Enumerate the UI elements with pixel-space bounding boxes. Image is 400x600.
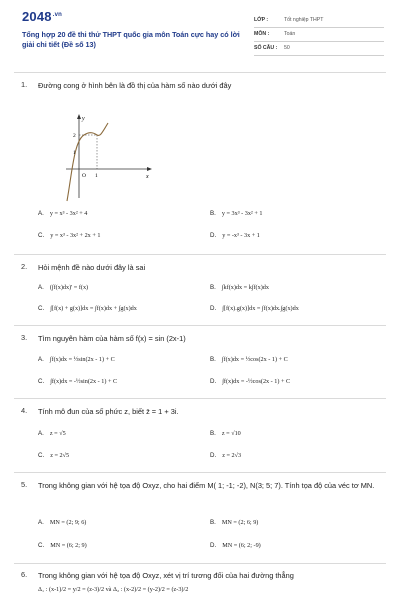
origin-label: O (82, 173, 86, 179)
divider (14, 398, 386, 399)
x-tick-label: 1 (95, 173, 98, 179)
option-text: z = 2√5 (50, 452, 70, 459)
logo-text: 2048 (22, 9, 52, 24)
x-axis-arrow-icon (147, 167, 152, 171)
y-tick-label: 1 (73, 150, 76, 156)
option-c[interactable] (38, 305, 137, 312)
question-extra: Δ₁ : (x-1)/2 = y/2 = (z-3)/2 và Δ₂ : (x-2)/2 = (y-2)/2 = (z-3)/2 (38, 586, 189, 593)
site-logo[interactable] (22, 9, 62, 24)
option-b[interactable] (210, 430, 241, 437)
option-c[interactable] (38, 542, 87, 549)
option-text: MN = (6; 2; -9) (222, 542, 261, 549)
option-text: ∫[f(x).g(x)]dx = ∫f(x)dx.∫g(x)dx (222, 305, 299, 312)
socau-value: 50 (284, 45, 290, 51)
question-number: 6. (21, 570, 28, 579)
option-label: A. (38, 210, 44, 217)
question-number: 5. (21, 480, 28, 489)
option-a[interactable] (38, 430, 66, 437)
option-text: ∫f(x)dx = ½sin(2x - 1) + C (49, 356, 115, 363)
option-b[interactable] (210, 210, 262, 217)
option-label: B. (210, 430, 216, 437)
option-text: y = -x³ - 3x + 1 (222, 232, 260, 239)
meta-table (254, 14, 384, 56)
question-text: Tính mô đun của số phức z, biết z̄ = 1 + 3i. (38, 407, 179, 416)
option-b[interactable] (210, 519, 258, 526)
option-d[interactable] (210, 452, 241, 459)
option-text: y = x³ - 3x² + 2x + 1 (50, 232, 101, 239)
option-c[interactable] (38, 232, 100, 239)
divider (14, 72, 386, 73)
option-label: D. (210, 452, 217, 459)
divider (14, 563, 386, 564)
option-a[interactable] (38, 284, 88, 291)
y-axis-arrow-icon (77, 114, 81, 119)
option-text: y = 3x³ - 3x² + 1 (221, 210, 263, 217)
option-b[interactable] (210, 284, 269, 291)
option-label: C. (38, 232, 45, 239)
option-d[interactable] (210, 305, 299, 312)
document-header (0, 0, 400, 68)
option-label: C. (38, 542, 45, 549)
option-a[interactable] (38, 519, 86, 526)
logo-suffix: .vn (52, 11, 63, 18)
question-text: Đường cong ở hình bên là đồ thị của hàm số nào dưới đây (38, 81, 232, 90)
lop-value: Tốt nghiệp THPT (284, 17, 324, 23)
question-number: 1. (21, 80, 28, 89)
option-text: ∫f(x)dx = ½cos(2x - 1) + C (221, 356, 288, 363)
option-a[interactable] (38, 210, 87, 217)
option-d[interactable] (210, 542, 261, 549)
option-label: A. (38, 284, 44, 291)
option-d[interactable] (210, 232, 260, 239)
option-text: ∫f(x)dx = -½cos(2x - 1) + C (222, 378, 291, 385)
question-number: 2. (21, 262, 28, 271)
x-axis-label: x (146, 174, 149, 180)
y-axis-label: y (82, 116, 85, 122)
option-a[interactable] (38, 356, 115, 363)
lop-label: LỚP : (254, 17, 269, 23)
meta-row-socau (254, 42, 384, 56)
option-label: D. (210, 232, 217, 239)
option-text: z = √5 (49, 430, 66, 437)
option-c[interactable] (38, 452, 69, 459)
question-number: 3. (21, 333, 28, 342)
option-d[interactable] (210, 378, 290, 385)
question-text: Tìm nguyên hàm của hàm số f(x) = sin (2x-1) (38, 334, 186, 343)
option-text: MN = (2; 6; 9) (221, 519, 259, 526)
option-text: (∫f(x)dx)' = f(x) (49, 284, 89, 291)
option-label: A. (38, 356, 44, 363)
question-text: Trong không gian với hệ tọa độ Oxyz, xét vị trí tương đối của hai đường thẳng (38, 571, 294, 580)
option-label: C. (38, 378, 45, 385)
question-text: Trong không gian với hệ tọa độ Oxyz, cho hai điểm M( 1; -1; -2), N(3; 5; 7). Tính tọa độ của véc tơ MN. (38, 481, 375, 490)
option-label: A. (38, 430, 44, 437)
option-label: D. (210, 378, 217, 385)
option-text: MN = (2; 9; 6) (49, 519, 87, 526)
option-c[interactable] (38, 378, 117, 385)
divider (14, 472, 386, 473)
meta-row-mon (254, 28, 384, 42)
meta-row-lop (254, 14, 384, 28)
option-label: B. (210, 519, 216, 526)
option-text: z = √10 (221, 430, 241, 437)
divider (14, 325, 386, 326)
option-label: C. (38, 305, 45, 312)
option-text: z = 2√3 (222, 452, 242, 459)
option-label: C. (38, 452, 45, 459)
question-text: Hỏi mệnh đề nào dưới đây là sai (38, 263, 146, 272)
document-title: Tổng hợp 20 đề thi thử THPT quốc gia môn Toán cực hay có lời giải chi tiết (Đề số 13) (22, 30, 240, 49)
option-label: A. (38, 519, 44, 526)
option-label: B. (210, 210, 216, 217)
option-b[interactable] (210, 356, 288, 363)
y-tick-label: 2 (73, 133, 76, 139)
option-label: D. (210, 305, 217, 312)
option-text: ∫[f(x) + g(x)]dx = ∫f(x)dx + ∫g(x)dx (50, 305, 137, 312)
option-label: B. (210, 284, 216, 291)
option-text: ∫kf(x)dx = k∫f(x)dx (221, 284, 269, 291)
option-text: y = x³ - 3x² + 4 (49, 210, 88, 217)
question-number: 4. (21, 406, 28, 415)
option-label: D. (210, 542, 217, 549)
option-label: B. (210, 356, 216, 363)
socau-label: SỐ CÂU : (254, 45, 278, 51)
option-text: MN = (6; 2; 9) (50, 542, 87, 549)
option-text: ∫f(x)dx = -½sin(2x - 1) + C (50, 378, 118, 385)
cubic-graph (64, 113, 154, 203)
mon-value: Toán (284, 31, 296, 37)
divider (14, 254, 386, 255)
mon-label: MÔN : (254, 31, 270, 37)
